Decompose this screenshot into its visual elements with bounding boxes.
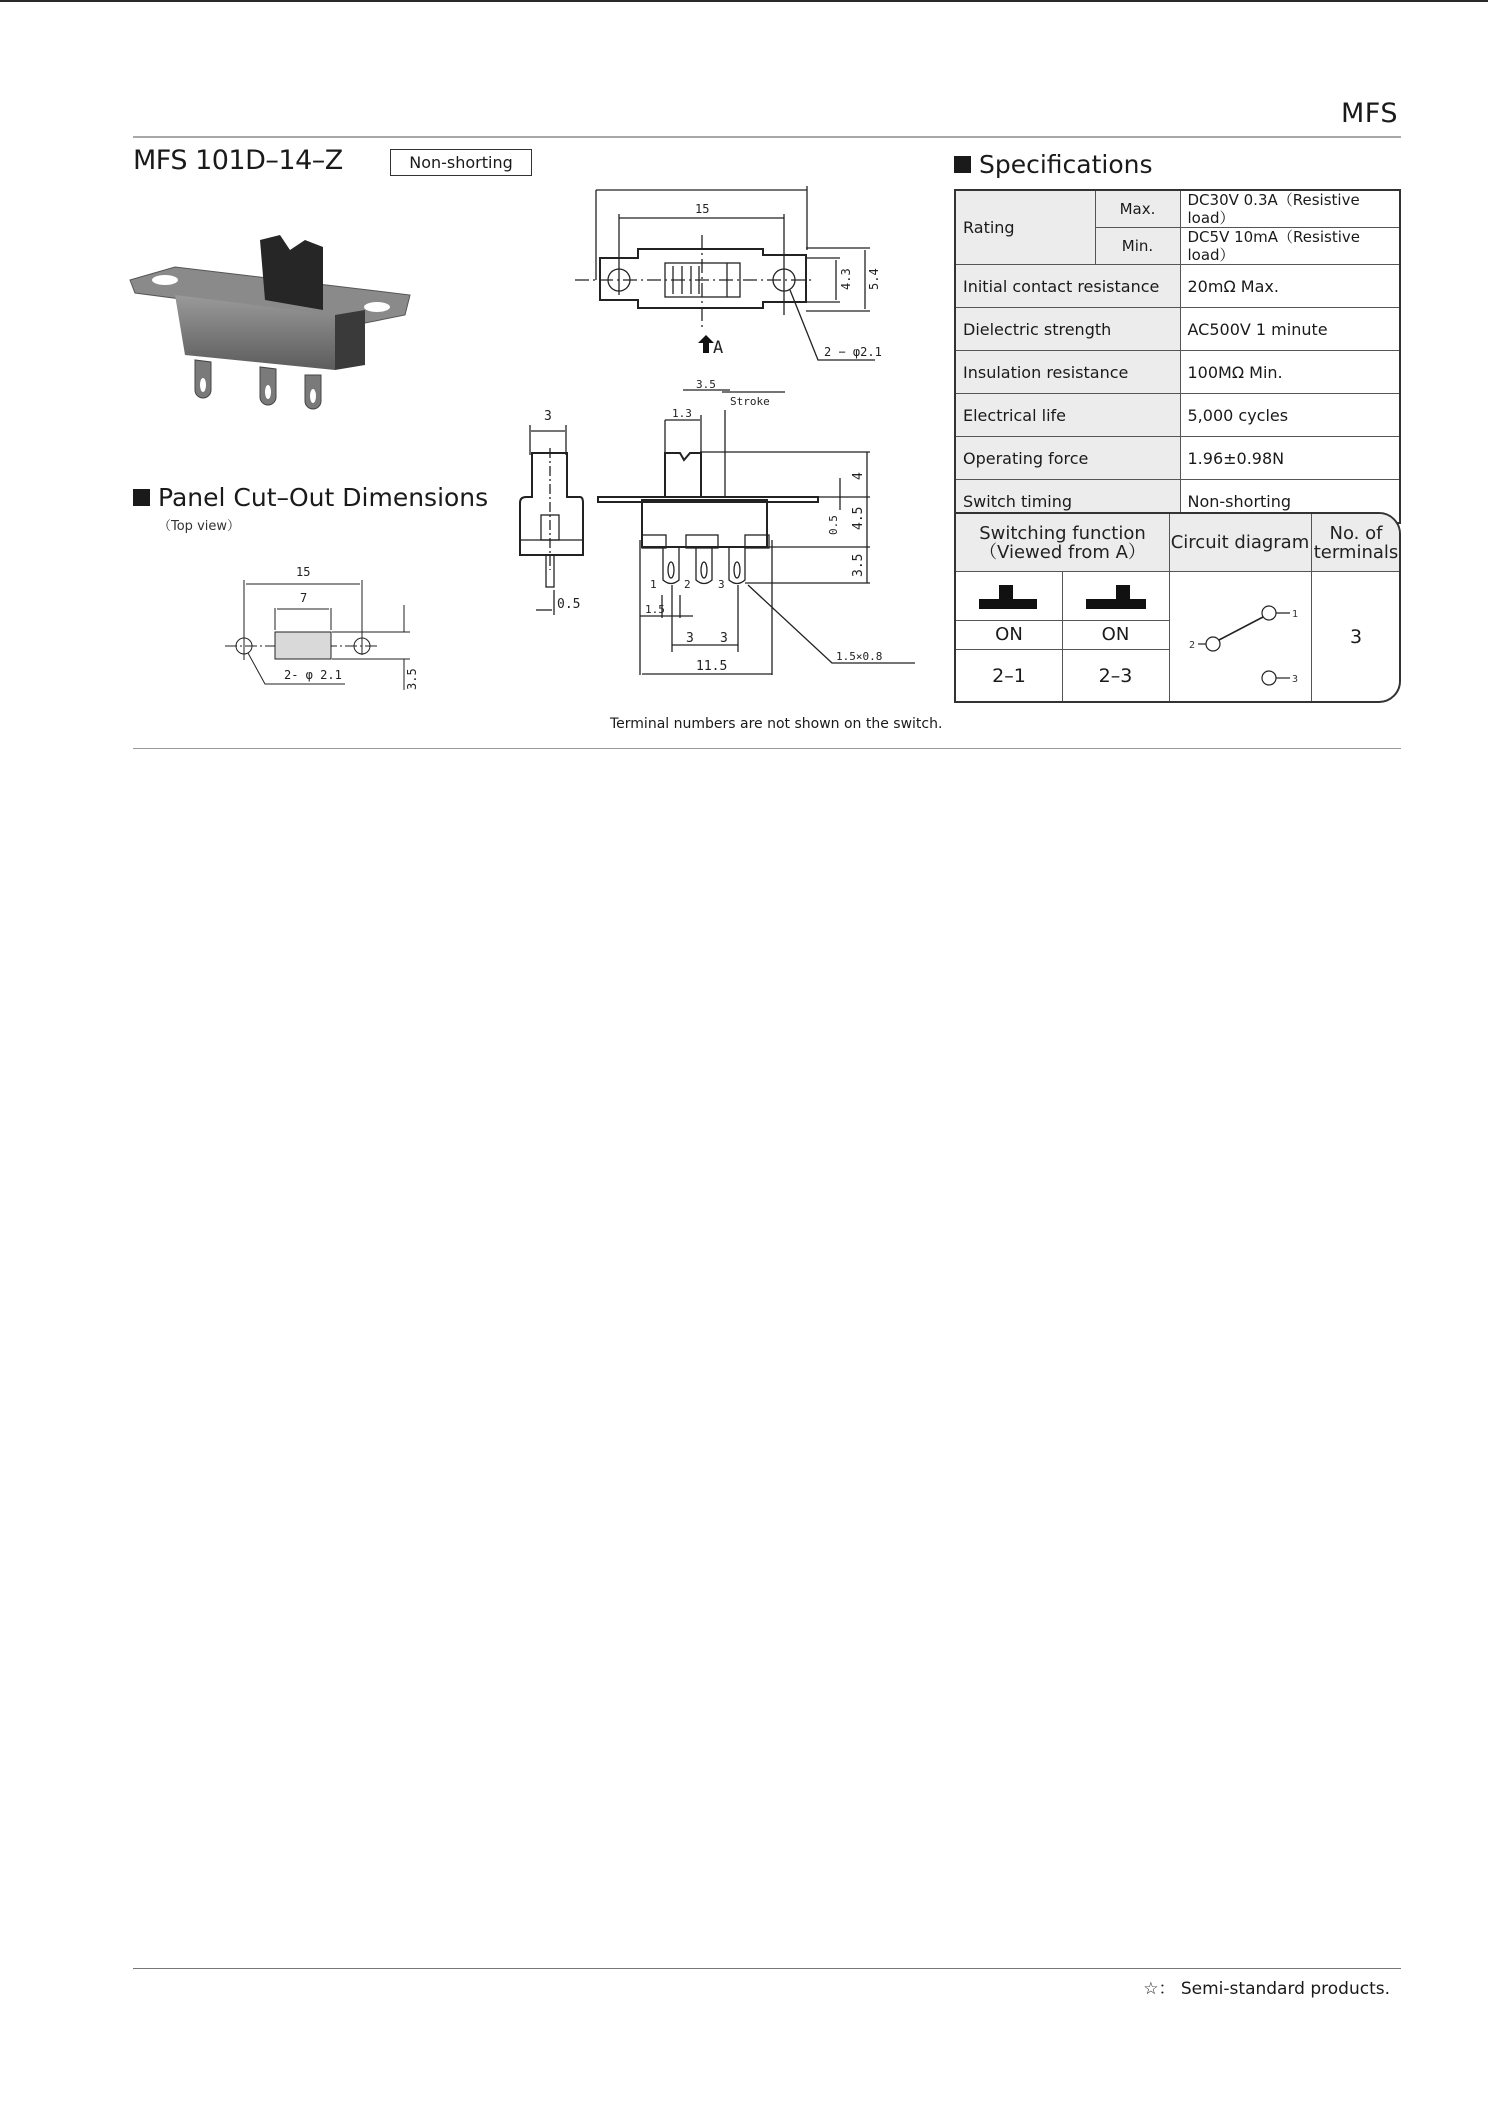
panel-cutout-drawing [220,560,420,700]
dim-stroke: 3.5 [696,378,716,391]
terminal-label-2: 2 [684,578,691,591]
footer-note [1143,1974,1390,1999]
dim-span: 15 [296,565,311,579]
rating-label: Rating [955,190,1095,265]
spec-value: 1.96±0.98N [1180,437,1400,480]
series-name: MFS [1341,98,1398,129]
dim-slot: 7 [300,591,308,605]
dim-knob: 1.3 [672,407,692,420]
position-1-connection: 2–1 [992,665,1026,687]
panel-cutout-subtitle: （Top view） [158,519,241,534]
dim-h-pin: 3.5 [851,553,866,577]
terminal-label-1: 1 [650,578,657,591]
footer-divider [133,1968,1401,1969]
dim-h-tab: 0.5 [827,515,840,535]
switching-function-table [954,512,1401,703]
circuit-diagram-cell [1169,571,1311,703]
position-1-state: ON [995,624,1023,645]
section-divider [133,748,1401,749]
grid-line [1062,571,1063,703]
dim-holes: 2- φ 2.1 [284,668,342,682]
rating-min-key: Min. [1095,228,1180,265]
header-switching-function [956,514,1169,571]
top-dim-span: 15 [695,202,710,216]
top-dim-holes: 2 − φ2.1 [824,345,882,359]
side-view-drawing [500,370,920,680]
dim-offset: 1.5 [645,603,665,616]
star-icon: ☆： [1143,1979,1176,1999]
header-viewed-from-a: （Viewed from A） [979,541,1146,563]
spec-value: 100MΩ Min. [1180,351,1400,394]
spec-row [955,308,1400,351]
dim-h-mid: 4.5 [851,506,866,530]
footer-text: Semi-standard products. [1180,1979,1390,1999]
view-a-arrow-icon [698,335,714,353]
header-terminals-line2: terminals [1313,541,1399,563]
top-view-drawing [560,180,920,370]
spec-value: AC500V 1 minute [1180,308,1400,351]
rating-max-value: DC30V 0.3A（Resistive load） [1180,190,1400,228]
slider-left-position-icon [979,582,1039,610]
dim-height: 3.5 [405,668,419,690]
header-terminals-line1: No. of [1329,522,1383,544]
header-no-of-terminals [1311,514,1401,571]
dim-length: 11.5 [696,659,728,674]
specifications-title [954,150,1153,179]
spec-value: 5,000 cycles [1180,394,1400,437]
grid-line [1311,514,1312,703]
spec-label: Operating force [955,437,1180,480]
dim-pitch-2: 3 [720,631,728,646]
circuit-label-2: 2 [1189,640,1196,651]
spec-value: Non-shorting [1180,480,1400,524]
spec-value: 20mΩ Max. [1180,265,1400,308]
page-top-border [0,0,1488,2]
slide-switch-photo-icon [125,215,425,415]
spec-row [955,394,1400,437]
slider-right-position-icon [1086,582,1146,610]
header-divider [133,136,1401,138]
spec-row-rating-max [955,190,1400,228]
rating-max-key: Max. [1095,190,1180,228]
dim-slot: 1.5×0.8 [836,650,883,663]
circuit-label-3: 3 [1292,674,1299,685]
spec-label: Switch timing [955,480,1180,524]
position-2-cell [1062,571,1169,620]
header-circuit-diagram: Circuit diagram [1169,514,1311,571]
rating-min-value: DC5V 10mA（Resistive load） [1180,228,1400,265]
position-2-connection: 2–3 [1098,665,1133,687]
top-dim-h1: 4.3 [839,268,853,290]
dim-knob-side: 3 [544,409,552,424]
spec-label: Initial contact resistance [955,265,1180,308]
top-dim-h2: 5.4 [867,268,881,290]
model-number: MFS 101D–14–Z [133,145,343,176]
position-2-state: ON [1101,624,1130,645]
view-a-label: A [713,338,724,358]
header-switching-function-text: Switching function [979,522,1146,544]
position-1-cell [956,571,1062,620]
spec-row [955,265,1400,308]
bullet-square-icon [954,156,971,173]
spec-label: Electrical life [955,394,1180,437]
spec-label: Insulation resistance [955,351,1180,394]
panel-cutout-title [133,483,488,512]
dim-pin-width: 0.5 [557,597,581,612]
grid-line [956,571,1401,572]
bullet-square-icon [133,489,150,506]
panel-cutout-title-text: Panel Cut–Out Dimensions [158,483,489,512]
spec-label: Dielectric strength [955,308,1180,351]
dim-h-top: 4 [851,472,866,480]
grid-line [1169,514,1170,703]
specifications-table [954,189,1401,524]
timing-badge: Non-shorting [390,149,532,176]
spec-row [955,437,1400,480]
spec-row [955,351,1400,394]
terminal-note: Terminal numbers are not shown on the switch. [610,716,943,732]
spdt-circuit-icon [1175,577,1305,697]
specifications-title-text: Specifications [979,150,1153,179]
dim-pitch-1: 3 [686,631,694,646]
terminal-label-3: 3 [718,578,725,591]
terminal-count: 3 [1349,626,1363,648]
stroke-label: Stroke [730,395,770,408]
circuit-label-1: 1 [1292,609,1299,620]
